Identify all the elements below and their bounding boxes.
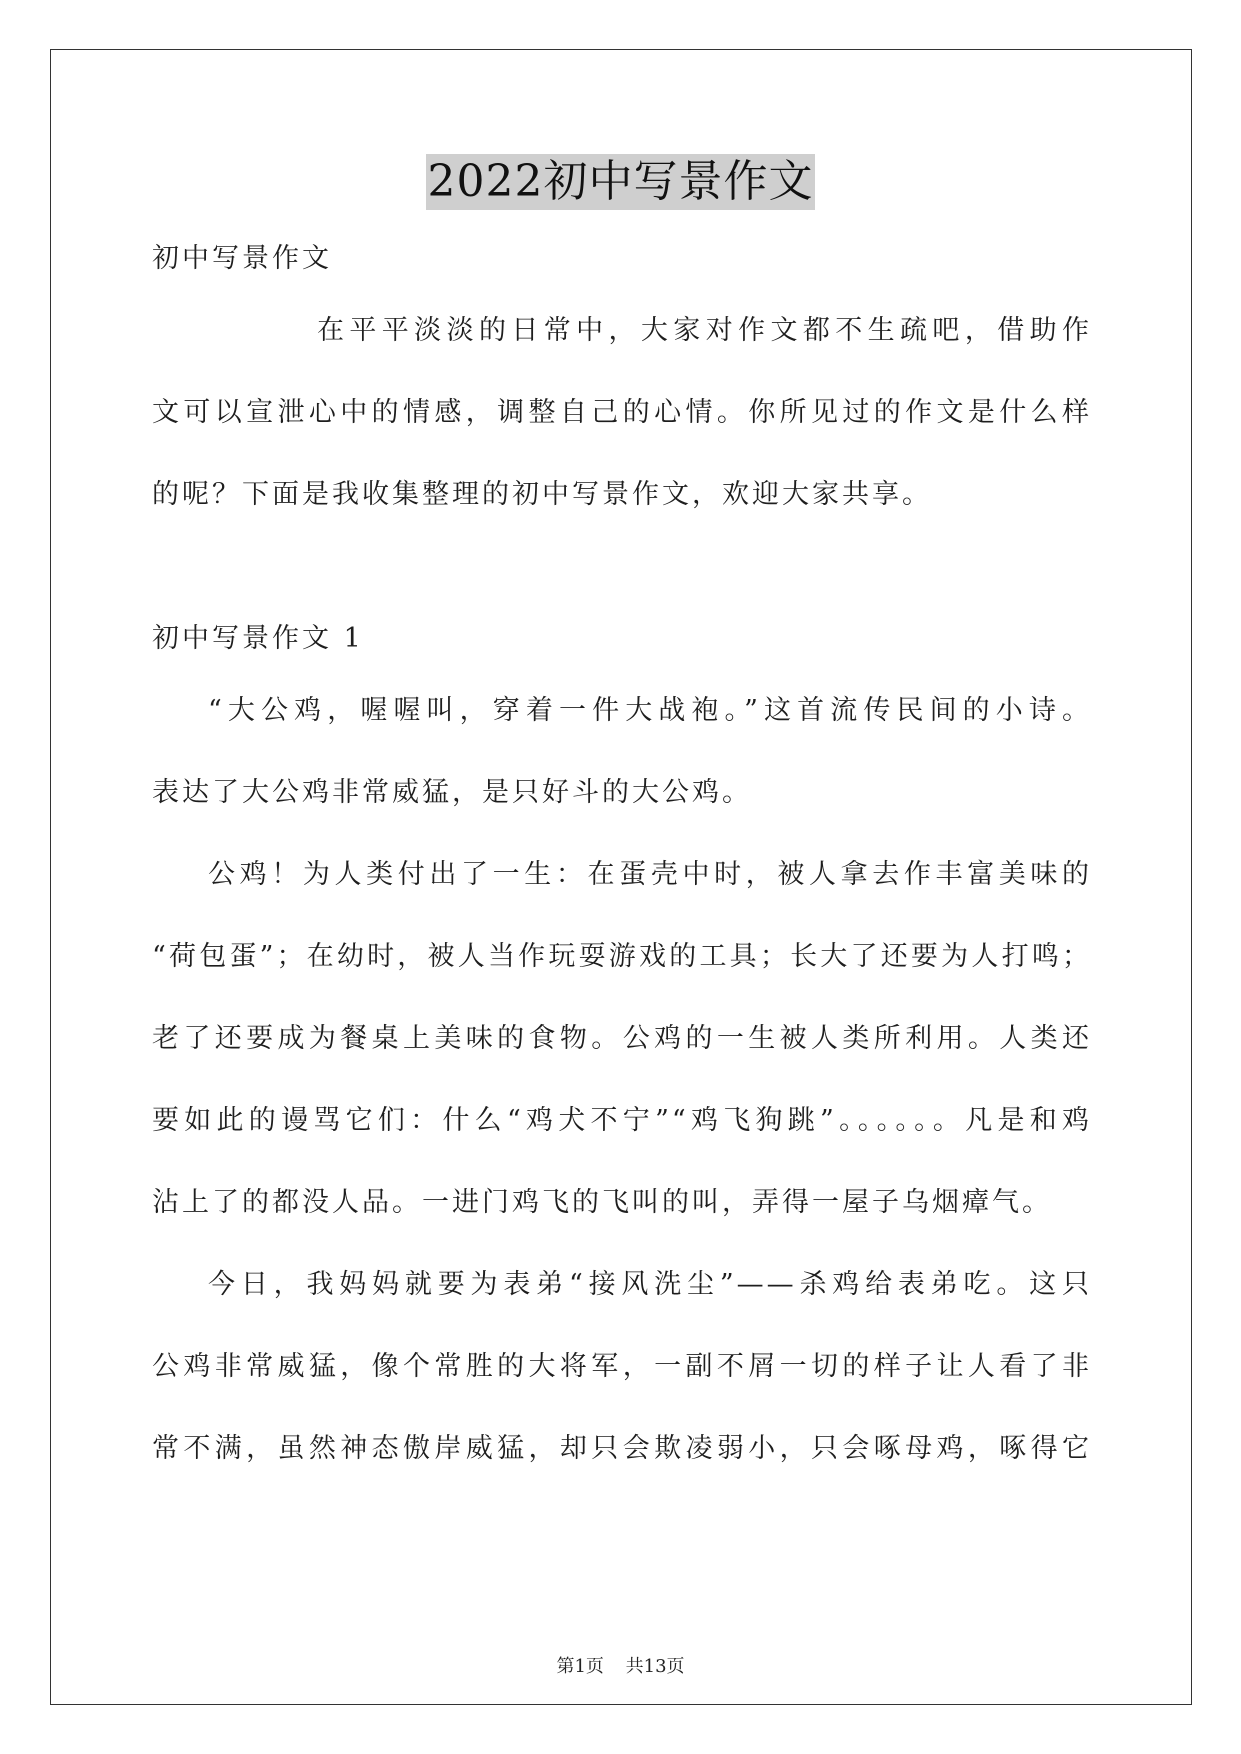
document-title: 2022初中写景作文 xyxy=(426,154,816,210)
body-line: 今日，我妈妈就要为表弟“接风洗尘”——杀鸡给表弟吃。这只 xyxy=(208,1269,1092,1300)
body-line: 老了还要成为餐桌上美味的食物。公鸡的一生被人类所利用。人类还 xyxy=(152,1023,1092,1054)
intro-paragraph xyxy=(152,290,1092,536)
document-subtitle: 初中写景作文 xyxy=(152,243,332,274)
intro-line: 在平平淡淡的日常中，大家对作文都不生疏吧，借助作 xyxy=(317,315,1092,346)
intro-line: 的呢？下面是我收集整理的初中写景作文，欢迎大家共享。 xyxy=(152,479,932,510)
body-line: 表达了大公鸡非常威猛，是只好斗的大公鸡。 xyxy=(152,777,752,808)
body-line: 常不满，虽然神态傲岸威猛，却只会欺凌弱小，只会啄母鸡，啄得它 xyxy=(152,1433,1092,1464)
page-number: 第1页 xyxy=(556,1656,604,1677)
page-footer xyxy=(0,1652,1241,1678)
body-line: 沾上了的都没人品。一进门鸡飞的飞叫的叫，弄得一屋子乌烟瘴气。 xyxy=(152,1187,1052,1218)
subtitle-block xyxy=(152,218,1092,300)
page-total: 共13页 xyxy=(625,1656,685,1677)
body-line: 要如此的谩骂它们：什么“鸡犬不宁”“鸡飞狗跳”。。。。。。凡是和鸡 xyxy=(152,1105,1092,1136)
intro-line: 文可以宣泄心中的情感，调整自己的心情。你所见过的作文是什么样 xyxy=(152,397,1092,428)
body-line: “荷包蛋”；在幼时，被人当作玩耍游戏的工具；长大了还要为人打鸣； xyxy=(152,941,1092,972)
body-text xyxy=(152,670,1092,1490)
section-heading: 初中写景作文 1 xyxy=(152,623,364,654)
title-container xyxy=(0,154,1241,210)
body-line: 公鸡非常威猛，像个常胜的大将军，一副不屑一切的样子让人看了非 xyxy=(152,1351,1092,1382)
body-line: “大公鸡，喔喔叫，穿着一件大战袍。”这首流传民间的小诗。 xyxy=(208,695,1092,726)
section-heading-block xyxy=(152,598,1092,680)
body-line: 公鸡！为人类付出了一生：在蛋壳中时，被人拿去作丰富美味的 xyxy=(208,859,1092,890)
